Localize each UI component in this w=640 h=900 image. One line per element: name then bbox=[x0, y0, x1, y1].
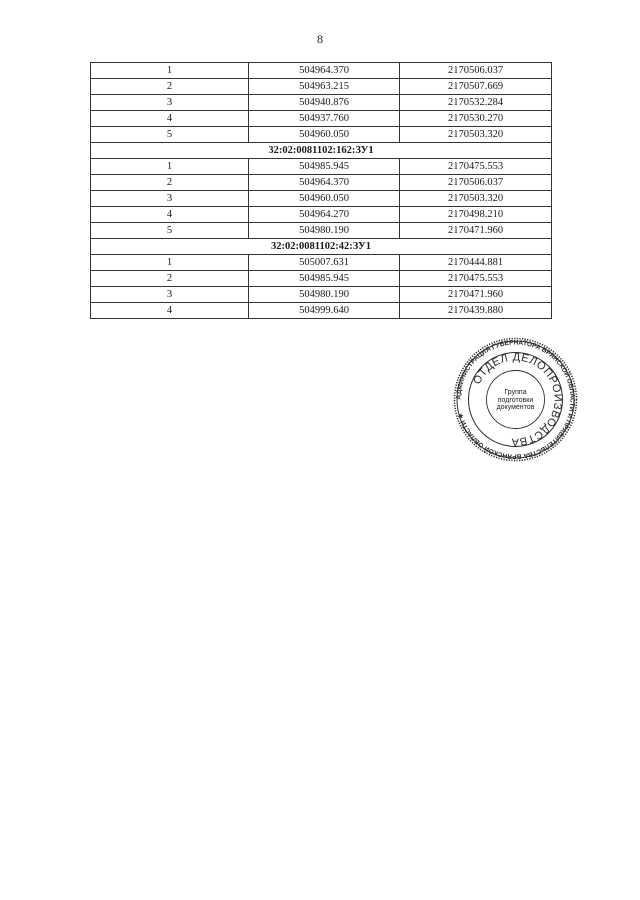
point-number-cell: 4 bbox=[91, 207, 249, 223]
point-number-cell: 3 bbox=[91, 95, 249, 111]
y-coordinate-cell: 2170498.210 bbox=[400, 207, 552, 223]
stamp-center-text bbox=[453, 389, 578, 412]
x-coordinate-cell: 504960.050 bbox=[249, 127, 400, 143]
y-coordinate-cell: 2170507.669 bbox=[400, 79, 552, 95]
x-coordinate-cell: 504999.640 bbox=[249, 303, 400, 319]
y-coordinate-cell: 2170503.320 bbox=[400, 127, 552, 143]
point-number-cell: 2 bbox=[91, 271, 249, 287]
point-number-cell: 5 bbox=[91, 127, 249, 143]
table-row bbox=[91, 159, 552, 175]
table-row bbox=[91, 175, 552, 191]
point-number-cell: 1 bbox=[91, 63, 249, 79]
x-coordinate-cell: 504960.050 bbox=[249, 191, 400, 207]
x-coordinate-cell: 504940.876 bbox=[249, 95, 400, 111]
y-coordinate-cell: 2170471.960 bbox=[400, 223, 552, 239]
stamp-outer-text: АДМИНИСТРАЦИЯ ГУБЕРНАТОРА БРЯНСКОЙ ОБЛАСТИ И ПРАВИТЕЛЬСТВА БРЯНСКОЙ ОБЛАСТИ ✱ bbox=[455, 339, 576, 460]
y-coordinate-cell: 2170444.881 bbox=[400, 255, 552, 271]
point-number-cell: 1 bbox=[91, 255, 249, 271]
table-row bbox=[91, 95, 552, 111]
office-stamp bbox=[453, 337, 578, 462]
table-row bbox=[91, 111, 552, 127]
y-coordinate-cell: 2170439.880 bbox=[400, 303, 552, 319]
coordinates-table bbox=[90, 62, 552, 319]
table-row bbox=[91, 79, 552, 95]
x-coordinate-cell: 504980.190 bbox=[249, 287, 400, 303]
y-coordinate-cell: 2170475.553 bbox=[400, 271, 552, 287]
section-header-row bbox=[91, 143, 552, 159]
x-coordinate-cell: 505007.631 bbox=[249, 255, 400, 271]
point-number-cell: 2 bbox=[91, 79, 249, 95]
x-coordinate-cell: 504985.945 bbox=[249, 271, 400, 287]
table-row bbox=[91, 191, 552, 207]
table-row bbox=[91, 287, 552, 303]
point-number-cell: 3 bbox=[91, 287, 249, 303]
coordinates-table-body bbox=[91, 63, 552, 319]
stamp-center-line: Группа bbox=[504, 389, 527, 396]
x-coordinate-cell: 504964.270 bbox=[249, 207, 400, 223]
y-coordinate-cell: 2170503.320 bbox=[400, 191, 552, 207]
table-row bbox=[91, 255, 552, 271]
page-number: 8 bbox=[317, 32, 323, 46]
table-row bbox=[91, 271, 552, 287]
stamp-center-line: документов bbox=[496, 404, 535, 411]
table-row bbox=[91, 223, 552, 239]
section-header-row bbox=[91, 239, 552, 255]
stamp-center-line: подготовки bbox=[497, 396, 534, 404]
point-number-cell: 3 bbox=[91, 191, 249, 207]
section-title: 32:02:0081102:42:ЗУ1 bbox=[91, 239, 552, 255]
table-row bbox=[91, 207, 552, 223]
section-title: 32:02:0081102:162:ЗУ1 bbox=[91, 143, 552, 159]
x-coordinate-cell: 504964.370 bbox=[249, 63, 400, 79]
y-coordinate-cell: 2170532.284 bbox=[400, 95, 552, 111]
x-coordinate-cell: 504980.190 bbox=[249, 223, 400, 239]
point-number-cell: 4 bbox=[91, 303, 249, 319]
y-coordinate-cell: 2170471.960 bbox=[400, 287, 552, 303]
table-row bbox=[91, 127, 552, 143]
point-number-cell: 5 bbox=[91, 223, 249, 239]
y-coordinate-cell: 2170506.037 bbox=[400, 63, 552, 79]
point-number-cell: 4 bbox=[91, 111, 249, 127]
table-row bbox=[91, 63, 552, 79]
x-coordinate-cell: 504964.370 bbox=[249, 175, 400, 191]
table-row bbox=[91, 303, 552, 319]
y-coordinate-cell: 2170506.037 bbox=[400, 175, 552, 191]
x-coordinate-cell: 504963.215 bbox=[249, 79, 400, 95]
point-number-cell: 1 bbox=[91, 159, 249, 175]
stamp-inner-text: ОТДЕЛ ДЕЛОПРОИЗВОДСТВА bbox=[471, 351, 564, 448]
y-coordinate-cell: 2170530.270 bbox=[400, 111, 552, 127]
y-coordinate-cell: 2170475.553 bbox=[400, 159, 552, 175]
x-coordinate-cell: 504937.760 bbox=[249, 111, 400, 127]
x-coordinate-cell: 504985.945 bbox=[249, 159, 400, 175]
point-number-cell: 2 bbox=[91, 175, 249, 191]
